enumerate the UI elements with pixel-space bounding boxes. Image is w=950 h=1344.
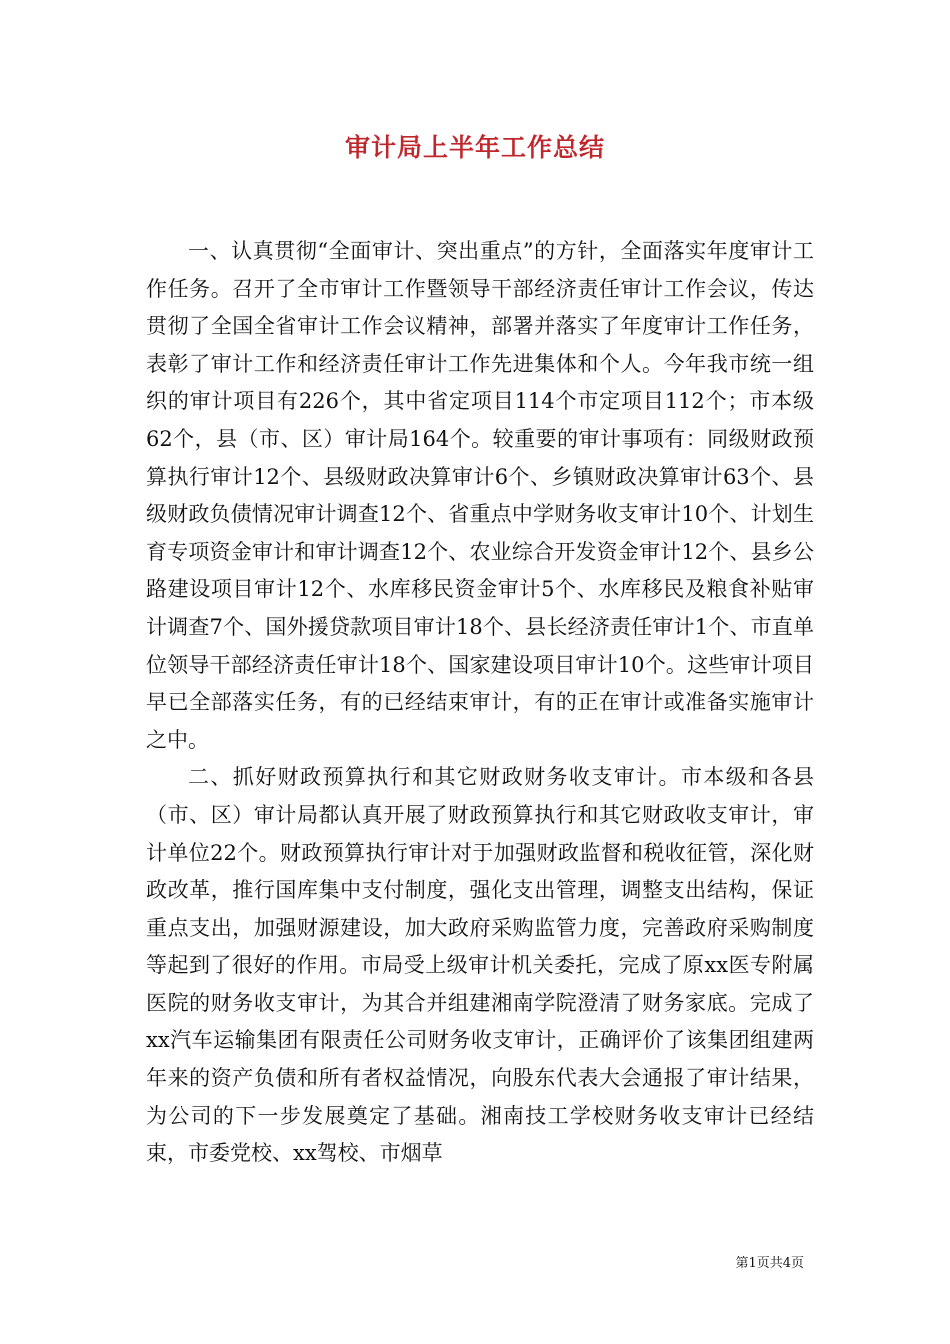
page-number-footer bbox=[735, 1252, 804, 1271]
document-body bbox=[146, 233, 814, 1173]
document-title: 审计局上半年工作总结 bbox=[344, 133, 605, 162]
paragraph-2: 二、抓好财政预算执行和其它财政财务收支审计。市本级和各县（市、区）审计局都认真开展了财政预算执行和其它财政收支审计，审计单位22个。财政预算执行审计对于加强财政监督和税收征管，深化财政改革，推行国库集中支付制度，强化支出管理，调整支出结构，保证重点支出，加强财源建设，加大政府采购监管力度，完善政府采购制度等起到了很好的作用。市局受上级审计机关委托，完成了原xx医专附属医院的财务收支审计，为其合并组建湘南学院澄清了财务家底。完成了xx汽车运输集团有限责任公司财务收支审计，正确评价了该集团组建两年来的资产负债和所有者权益情况，向股东代表大会通报了审计结果，为公司的下一步发展奠定了基础。湘南技工学校财务收支审计已经结束，市委党校、xx驾校、市烟草 bbox=[146, 765, 814, 1166]
page-number-label: 第1页共4页 bbox=[735, 1256, 804, 1271]
paragraph-1: 一、认真贯彻“全面审计、突出重点”的方针，全面落实年度审计工作任务。召开了全市审计工作暨领导干部经济责任审计工作会议，传达贯彻了全国全省审计工作会议精神，部署并落实了年度审计工作任务，表彰了审计工作和经济责任审计工作先进集体和个人。今年我市统一组织的审计项目有226个，其中省定项目114个市定项目112个；市本级62个，县（市、区）审计局164个。较重要的审计事项有：同级财政预算执行审计12个、县级财政决算审计6个、乡镇财政决算审计63个、县级财政负债情况审计调查12个、省重点中学财务收支审计10个、计划生育专项资金审计和审计调查12个、农业综合开发资金审计12个、县乡公路建设项目审计12个、水库移民资金审计5个、水库移民及粮食补贴审计调查7个、国外援贷款项目审计18个、县长经济责任审计1个、市直单位领导干部经济责任审计18个、国家建设项目审计10个。这些审计项目早已全部落实任务，有的已经结束审计，有的正在审计或准备实施审计之中。 bbox=[146, 239, 814, 752]
